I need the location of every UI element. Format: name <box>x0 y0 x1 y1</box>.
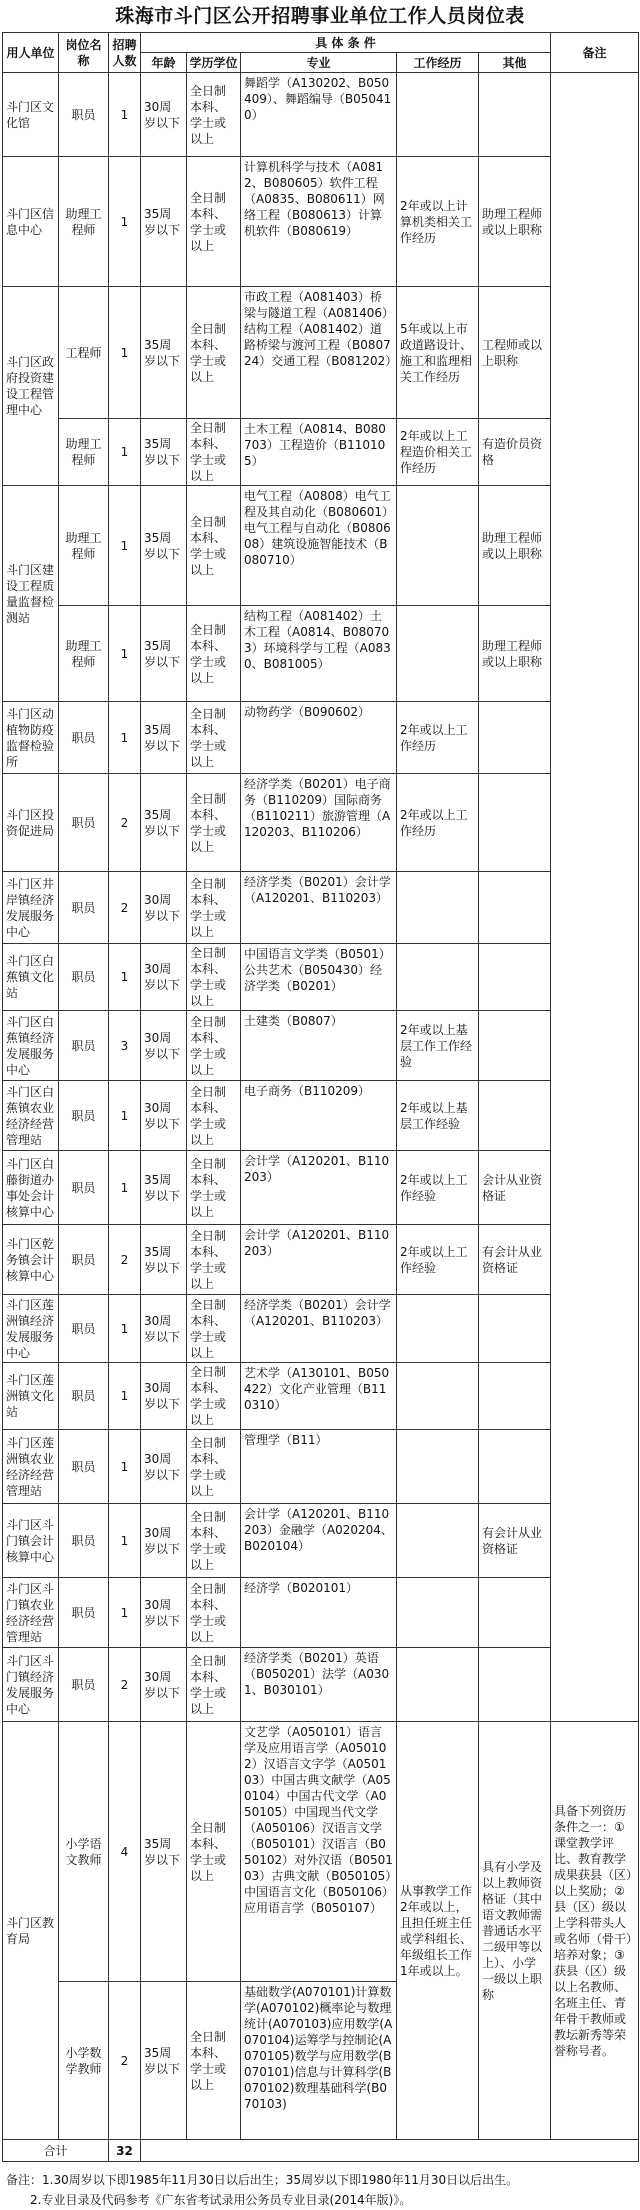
major-cell: 会计学（A120201、B110203） <box>241 1225 397 1295</box>
work-cell <box>397 1578 479 1648</box>
work-cell <box>397 872 479 944</box>
total-row <box>3 2140 639 2162</box>
header-post-name: 岗位名称 <box>59 33 109 73</box>
major-cell: 文艺学（A050101）语言学及应用语言学（A050102）汉语言文字学（A050103）中国古典文献学（A050104）中国古代文学（A050105）中国现当代文学（A050106）汉语言文学（B050101）汉语言（B050102）对外汉语（B050103）古典文献（B050105）中国语言文化（B050106）应用语言学（B050107） <box>241 1722 397 1982</box>
major-cell: 土木工程（A0814、B080703）工程造价（B110105） <box>241 419 397 486</box>
major-cell: 经济学（B020101） <box>241 1578 397 1648</box>
unit-cell: 斗门区乾务镇会计核算中心 <box>3 1225 59 1295</box>
unit-cell: 斗门区文化馆 <box>3 73 59 157</box>
num-cell: 2 <box>109 872 141 944</box>
unit-cell: 斗门区莲洲镇经济发展服务中心 <box>3 1295 59 1363</box>
edu-cell: 全日制本科、学士或以上 <box>187 1578 241 1648</box>
post-cell: 职员 <box>59 1363 109 1430</box>
unit-cell: 斗门区白蕉镇农业经济经营管理站 <box>3 1081 59 1151</box>
post-cell: 职员 <box>59 1430 109 1504</box>
age-cell: 35周岁以下 <box>141 486 187 606</box>
other-cell: 具有小学及以上教师资格证（其中语文教师需普通话水平二级甲等以上）、小学一级以上职称 <box>479 1722 551 2140</box>
other-cell <box>479 1363 551 1430</box>
age-cell: 30周岁以下 <box>141 944 187 1011</box>
header-unit: 用人单位 <box>3 33 59 73</box>
other-cell: 有会计从业资格证 <box>479 1225 551 1295</box>
other-cell: 助理工程师或以上职称 <box>479 486 551 606</box>
num-cell: 1 <box>109 1295 141 1363</box>
major-cell: 舞蹈学（A130202、B050409）、舞蹈编导（B050410） <box>241 73 397 157</box>
edu-cell: 全日制本科、学士或以上 <box>187 606 241 702</box>
major-cell: 经济学类（B0201）英语（B050201）法学（A0301、B030101） <box>241 1648 397 1722</box>
major-cell: 基础数学(A070101)计算数学(A070102)概率论与数理统计(A070103)应用数学(A070104)运筹学与控制论(A070105)数学与应用数学(B070101)信息与计算科学(B070102)数理基础科学(B070103) <box>241 1982 397 2140</box>
age-cell: 30周岁以下 <box>141 73 187 157</box>
footnote-2: 2.专业目录及代码参考《广东省考试录用公务员专业目录(2014年版)》。 <box>30 2193 412 2207</box>
other-cell <box>479 702 551 774</box>
post-cell: 职员 <box>59 702 109 774</box>
table-row <box>3 1151 639 1225</box>
work-cell <box>397 1504 479 1578</box>
table-row <box>3 157 639 287</box>
post-cell: 职员 <box>59 1504 109 1578</box>
post-cell: 职员 <box>59 1151 109 1225</box>
age-cell: 30周岁以下 <box>141 1081 187 1151</box>
other-cell <box>479 1648 551 1722</box>
edu-cell: 全日制本科、学士或以上 <box>187 1982 241 2140</box>
header-conditions: 具 体 条 件 <box>141 33 551 53</box>
num-cell: 1 <box>109 486 141 606</box>
header-edu: 学历学位 <box>187 53 241 73</box>
other-cell <box>479 1430 551 1504</box>
unit-cell: 斗门区白蕉镇文化站 <box>3 944 59 1011</box>
other-cell: 工程师或以上职称 <box>479 287 551 419</box>
edu-cell: 全日制本科、学士或以上 <box>187 702 241 774</box>
other-cell <box>479 1578 551 1648</box>
table-row <box>3 1578 639 1648</box>
remark-cell: 具备下列资历条件之一：①课堂教学评比、教育教学成果获县（区）以上奖励；②县（区）级以上学科带头人或名师（骨干）培养对象；③获县（区）级以上名教师、名班主任、青年骨干教师或教坛新秀等荣誉称号者。 <box>551 1722 639 2140</box>
edu-cell: 全日制本科、学士或以上 <box>187 1295 241 1363</box>
work-cell: 2年或以上工作经历 <box>397 702 479 774</box>
work-cell: 5年或以上市政道路设计、施工和监理相关工作经历 <box>397 287 479 419</box>
post-cell: 职员 <box>59 73 109 157</box>
num-cell: 2 <box>109 1225 141 1295</box>
major-cell: 会计学（A120201、B110203） <box>241 1151 397 1225</box>
unit-cell: 斗门区斗门镇农业经济经营管理站 <box>3 1578 59 1648</box>
work-cell <box>397 486 479 606</box>
age-cell: 35周岁以下 <box>141 157 187 287</box>
age-cell: 35周岁以下 <box>141 1982 187 2140</box>
age-cell: 35周岁以下 <box>141 287 187 419</box>
header-major: 专业 <box>241 53 397 73</box>
table-row <box>3 872 639 944</box>
table-row <box>3 1504 639 1578</box>
other-cell <box>479 1295 551 1363</box>
num-cell: 4 <box>109 1722 141 1982</box>
major-cell: 市政工程（A081403）桥梁与隧道工程（A081406）结构工程（A081402）道路桥梁与渡河工程（B080724）交通工程（B081202） <box>241 287 397 419</box>
num-cell: 2 <box>109 1648 141 1722</box>
age-cell: 30周岁以下 <box>141 1504 187 1578</box>
header-other: 其他 <box>479 53 551 73</box>
age-cell: 35周岁以下 <box>141 702 187 774</box>
num-cell: 1 <box>109 1363 141 1430</box>
unit-cell: 斗门区信息中心 <box>3 157 59 287</box>
num-cell: 1 <box>109 944 141 1011</box>
total-value: 32 <box>109 2140 141 2162</box>
major-cell: 中国语言文学类（B0501）公共艺术（B050430）经济学类（B0201） <box>241 944 397 1011</box>
other-cell <box>479 872 551 944</box>
edu-cell: 全日制本科、学士或以上 <box>187 419 241 486</box>
table-row <box>3 287 639 419</box>
edu-cell: 全日制本科、学士或以上 <box>187 872 241 944</box>
work-cell: 2年或以上计算机类相关工作经历 <box>397 157 479 287</box>
table-row <box>3 774 639 872</box>
unit-cell: 斗门区白蕉镇经济发展服务中心 <box>3 1011 59 1081</box>
table-row <box>3 1722 639 1982</box>
age-cell: 30周岁以下 <box>141 1648 187 1722</box>
age-cell: 30周岁以下 <box>141 1363 187 1430</box>
unit-cell: 斗门区莲洲镇文化站 <box>3 1363 59 1430</box>
post-cell: 小学数学教师 <box>59 1982 109 2140</box>
edu-cell: 全日制本科、学士或以上 <box>187 944 241 1011</box>
header-age: 年龄 <box>141 53 187 73</box>
work-cell <box>397 944 479 1011</box>
post-cell: 职员 <box>59 1295 109 1363</box>
major-cell: 会计学（A120201、B110203）金融学（A020204、B020104） <box>241 1504 397 1578</box>
work-cell: 2年或以上基层工作工作经验 <box>397 1011 479 1081</box>
age-cell: 30周岁以下 <box>141 872 187 944</box>
post-cell: 职员 <box>59 872 109 944</box>
unit-cell: 斗门区井岸镇经济发展服务中心 <box>3 872 59 944</box>
edu-cell: 全日制本科、学士或以上 <box>187 1363 241 1430</box>
age-cell: 30周岁以下 <box>141 1011 187 1081</box>
num-cell: 1 <box>109 73 141 157</box>
footnote-1: 备注：1.30周岁以下即1985年11月30日以后出生；35周岁以下即1980年11月30日以后出生。 <box>6 2173 519 2187</box>
edu-cell: 全日制本科、学士或以上 <box>187 1430 241 1504</box>
unit-cell: 斗门区白藤街道办事处会计核算中心 <box>3 1151 59 1225</box>
table-row <box>3 419 639 486</box>
work-cell <box>397 1295 479 1363</box>
age-cell: 35周岁以下 <box>141 1151 187 1225</box>
work-cell: 从事教学工作2年或以上，且担任班主任或学科组长、年级组长工作1年或以上。 <box>397 1722 479 2140</box>
num-cell: 1 <box>109 419 141 486</box>
edu-cell: 全日制本科、学士或以上 <box>187 1225 241 1295</box>
edu-cell: 全日制本科、学士或以上 <box>187 287 241 419</box>
unit-cell: 斗门区斗门镇会计核算中心 <box>3 1504 59 1578</box>
other-cell <box>479 774 551 872</box>
unit-cell: 斗门区政府投资建设工程管理中心 <box>3 287 59 486</box>
other-cell <box>479 1081 551 1151</box>
table-row <box>3 1648 639 1722</box>
header-work: 工作经历 <box>397 53 479 73</box>
age-cell: 30周岁以下 <box>141 1430 187 1504</box>
table-row <box>3 1011 639 1081</box>
post-cell: 工程师 <box>59 287 109 419</box>
edu-cell: 全日制本科、学士或以上 <box>187 157 241 287</box>
major-cell: 动物药学（B090602） <box>241 702 397 774</box>
num-cell: 1 <box>109 1151 141 1225</box>
table-row <box>3 486 639 606</box>
age-cell: 35周岁以下 <box>141 1722 187 1982</box>
header-remark: 备注 <box>551 33 639 73</box>
num-cell: 2 <box>109 1982 141 2140</box>
other-cell: 会计从业资格证 <box>479 1151 551 1225</box>
major-cell: 电子商务（B110209） <box>241 1081 397 1151</box>
major-cell: 土建类（B0807） <box>241 1011 397 1081</box>
table-row <box>3 944 639 1011</box>
post-cell: 小学语文教师 <box>59 1722 109 1982</box>
edu-cell: 全日制本科、学士或以上 <box>187 1011 241 1081</box>
num-cell: 1 <box>109 1081 141 1151</box>
post-cell: 助理工程师 <box>59 486 109 606</box>
age-cell: 35周岁以下 <box>141 606 187 702</box>
post-cell: 职员 <box>59 774 109 872</box>
age-cell: 30周岁以下 <box>141 1578 187 1648</box>
age-cell: 35周岁以下 <box>141 774 187 872</box>
work-cell: 2年或以上工作经验 <box>397 1151 479 1225</box>
major-cell: 电气工程（A0808）电气工程及其自动化（B080601）电气工程与自动化（B080608）建筑设施智能技术（B080710） <box>241 486 397 606</box>
edu-cell: 全日制本科、学士或以上 <box>187 1722 241 1982</box>
positions-table <box>2 32 639 2162</box>
post-cell: 助理工程师 <box>59 419 109 486</box>
edu-cell: 全日制本科、学士或以上 <box>187 1151 241 1225</box>
edu-cell: 全日制本科、学士或以上 <box>187 774 241 872</box>
num-cell: 2 <box>109 774 141 872</box>
num-cell: 1 <box>109 606 141 702</box>
post-cell: 职员 <box>59 944 109 1011</box>
other-cell: 助理工程师或以上职称 <box>479 606 551 702</box>
post-cell: 职员 <box>59 1578 109 1648</box>
work-cell: 2年或以上工作经历 <box>397 774 479 872</box>
table-row <box>3 73 639 157</box>
major-cell: 计算机科学与技术（A0812、B080605）软件工程（A0835、B080611）网络工程（B080613）计算机软件（B080619） <box>241 157 397 287</box>
age-cell: 35周岁以下 <box>141 1225 187 1295</box>
post-cell: 职员 <box>59 1081 109 1151</box>
table-row <box>3 1363 639 1430</box>
unit-cell: 斗门区动植物防疫监督检验所 <box>3 702 59 774</box>
other-cell: 有造价员资格 <box>479 419 551 486</box>
table-row <box>3 1430 639 1504</box>
num-cell: 1 <box>109 1430 141 1504</box>
post-cell: 助理工程师 <box>59 157 109 287</box>
num-cell: 1 <box>109 157 141 287</box>
num-cell: 1 <box>109 1504 141 1578</box>
table-row <box>3 1225 639 1295</box>
header-num: 招聘人数 <box>109 33 141 73</box>
unit-cell: 斗门区投资促进局 <box>3 774 59 872</box>
edu-cell: 全日制本科、学士或以上 <box>187 486 241 606</box>
work-cell: 2年或以上工程造价相关工作经历 <box>397 419 479 486</box>
edu-cell: 全日制本科、学士或以上 <box>187 1504 241 1578</box>
age-cell: 30周岁以下 <box>141 1295 187 1363</box>
work-cell <box>397 1430 479 1504</box>
remark-cell-empty <box>551 73 639 1722</box>
major-cell: 结构工程（A081402）土木工程（A0814、B080703）环境科学与工程（A0830、B081005） <box>241 606 397 702</box>
table-row <box>3 702 639 774</box>
table-row <box>3 1295 639 1363</box>
other-cell <box>479 944 551 1011</box>
total-label: 合计 <box>3 2140 109 2162</box>
major-cell: 经济学类（B0201）会计学（A120201、B110203） <box>241 1295 397 1363</box>
work-cell: 2年或以上基层工作经验 <box>397 1081 479 1151</box>
unit-cell: 斗门区建设工程质量监督检测站 <box>3 486 59 702</box>
post-cell: 职员 <box>59 1225 109 1295</box>
edu-cell: 全日制本科、学士或以上 <box>187 1648 241 1722</box>
num-cell: 1 <box>109 1578 141 1648</box>
table-row <box>3 606 639 702</box>
unit-cell: 斗门区教育局 <box>3 1722 59 2140</box>
post-cell: 助理工程师 <box>59 606 109 702</box>
age-cell: 35周岁以下 <box>141 419 187 486</box>
other-cell: 有会计从业资格证 <box>479 1504 551 1578</box>
work-cell: 2年或以上工作经验 <box>397 1225 479 1295</box>
edu-cell: 全日制本科、学士或以上 <box>187 1081 241 1151</box>
other-cell <box>479 1011 551 1081</box>
major-cell: 管理学（B11） <box>241 1430 397 1504</box>
other-cell: 助理工程师或以上职称 <box>479 157 551 287</box>
post-cell: 职员 <box>59 1648 109 1722</box>
work-cell <box>397 606 479 702</box>
page-title: 珠海市斗门区公开招聘事业单位工作人员岗位表 <box>115 5 525 27</box>
total-empty-cell <box>141 2140 639 2162</box>
major-cell: 经济学类（B0201）会计学（A120201、B110203） <box>241 872 397 944</box>
num-cell: 1 <box>109 287 141 419</box>
unit-cell: 斗门区斗门镇经济发展服务中心 <box>3 1648 59 1722</box>
table-row <box>3 1081 639 1151</box>
num-cell: 1 <box>109 702 141 774</box>
other-cell <box>479 73 551 157</box>
work-cell <box>397 1648 479 1722</box>
num-cell: 3 <box>109 1011 141 1081</box>
unit-cell: 斗门区莲洲镇农业经济经营管理站 <box>3 1430 59 1504</box>
major-cell: 经济学类（B0201）电子商务（B110209）国际商务（B110211）旅游管理（A120203、B110206） <box>241 774 397 872</box>
work-cell <box>397 73 479 157</box>
major-cell: 艺术学（A130101、B050422）文化产业管理（B110310） <box>241 1363 397 1430</box>
post-cell: 职员 <box>59 1011 109 1081</box>
footnotes <box>6 2170 634 2210</box>
work-cell <box>397 1363 479 1430</box>
edu-cell: 全日制本科、学士或以上 <box>187 73 241 157</box>
